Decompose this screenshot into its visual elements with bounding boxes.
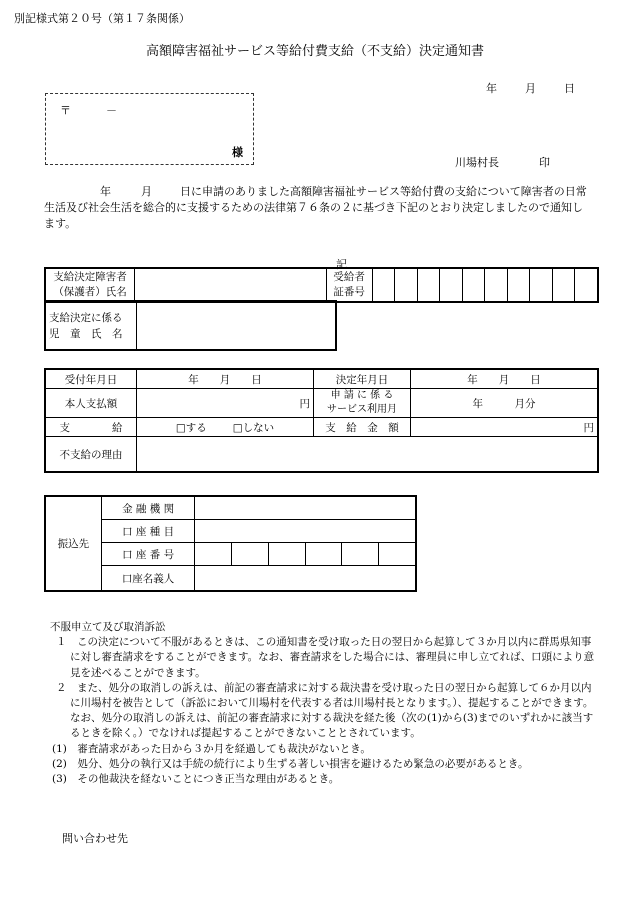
child-name-field[interactable] <box>137 302 336 350</box>
honorific: 様 <box>232 146 243 159</box>
self-pay-yen: 円 <box>299 397 310 410</box>
cert-digit[interactable] <box>417 269 440 302</box>
address-box <box>45 93 254 165</box>
document-title: 高額障害福祉サービス等給付費支給（不支給）決定通知書 <box>145 44 484 59</box>
receipt-date-label: 受付年月日 <box>46 370 137 389</box>
amount-field[interactable] <box>411 418 598 437</box>
account-digit[interactable] <box>342 543 379 566</box>
cert-digit[interactable] <box>530 269 553 302</box>
cert-digit[interactable] <box>462 269 485 302</box>
cert-label-line2: 証番号 <box>333 286 365 298</box>
form-number: 別記様式第２０号（第１７条関係） <box>14 12 190 25</box>
recipient-table <box>45 268 598 302</box>
notes-sub-1: (1) 審査請求があった日から３か月を経過しても裁決がないとき。 <box>52 742 371 755</box>
payment-options <box>137 418 314 437</box>
transfer-table <box>45 496 416 591</box>
cert-digit[interactable] <box>395 269 418 302</box>
cert-digit[interactable] <box>507 269 530 302</box>
account-digit[interactable] <box>232 543 269 566</box>
service-month-label-line2: サービス利用月 <box>327 404 397 415</box>
notes-item-1: １ この決定について不服があるときは、この通知書を受け取った日の翌日から起算して３か月以内に群馬県知事に対し審査請求をすることができます。なお、審査請求をした場合には、審理員に申し立てれば、口頭により意見を述べることができます。 <box>56 636 595 679</box>
payment-label: 支 給 <box>46 418 137 437</box>
contact-label: 問い合わせ先 <box>62 832 128 845</box>
cert-digit[interactable] <box>485 269 508 302</box>
notes-sub-3: (3) その他裁決を経ないことにつき正当な理由があるとき。 <box>52 773 340 786</box>
recipient-name-field[interactable] <box>135 269 326 302</box>
cert-digit[interactable] <box>575 269 598 302</box>
issue-date-year: 年 <box>486 82 497 95</box>
service-month-label <box>314 389 411 418</box>
account-holder-label: 口座名義人 <box>101 566 195 591</box>
bank-field[interactable] <box>195 497 416 520</box>
notes-item-2: ２ また、処分の取消しの訴えは、前記の審査請求に対する裁決書を受け取った日の翌日から起算して６か月以内に川場村を被告として（訴訟において川場村を代表する者は川場村長となります。）、提起することができます。なお、処分の取消しの訴えは、前記の審査請求に対する裁決を経た後（次の(1)から(3)までのいずれかに該当するときを除く。）でなければ提起することができないこととされています。 <box>56 681 594 740</box>
bank-label: 金 融 機 関 <box>101 497 195 520</box>
account-holder-field[interactable] <box>195 566 416 591</box>
issue-date-month: 月 <box>525 82 536 95</box>
decision-date-field[interactable]: 年 月 日 <box>411 370 598 389</box>
child-label <box>46 302 137 350</box>
account-type-label: 口 座 種 目 <box>101 520 195 543</box>
account-digit[interactable] <box>379 543 416 566</box>
child-label-line1: 支給決定に係る <box>49 311 123 324</box>
recipient-label <box>46 269 135 302</box>
recipient-label-line2: （保護者）氏名 <box>53 286 127 298</box>
recipient-label-line1: 支給決定障害者 <box>53 271 127 283</box>
child-table <box>45 301 336 350</box>
child-label-line2: 児 童 氏 名 <box>49 327 123 340</box>
intro-year: 年 <box>100 185 111 198</box>
issue-date-day: 日 <box>564 82 575 95</box>
service-month-field[interactable]: 年 月分 <box>411 389 598 418</box>
reason-field[interactable] <box>137 437 598 472</box>
cert-digit[interactable] <box>440 269 463 302</box>
amount-label: 支 給 金 額 <box>314 418 411 437</box>
cert-digit[interactable] <box>552 269 575 302</box>
cert-label-line1: 受給者 <box>333 271 365 283</box>
issuer <box>455 156 550 170</box>
ki-heading: 記 <box>336 258 347 271</box>
cert-label <box>326 269 372 302</box>
account-digit[interactable] <box>268 543 305 566</box>
appeal-notes <box>50 620 595 787</box>
account-number-label: 口 座 番 号 <box>101 543 195 566</box>
account-digit[interactable] <box>305 543 342 566</box>
reason-label: 不支給の理由 <box>46 437 137 472</box>
amount-yen: 円 <box>583 421 594 434</box>
account-digit[interactable] <box>195 543 232 566</box>
self-pay-field[interactable] <box>137 389 314 418</box>
postal-mark: 〒 <box>60 104 71 117</box>
transfer-label: 振込先 <box>46 497 102 591</box>
notes-heading: 不服申立て及び取消訴訟 <box>50 621 166 633</box>
service-month-label-line1: 申 請 に 係 る <box>330 390 394 401</box>
self-pay-label: 本人支払額 <box>46 389 137 418</box>
option-no-checkbox[interactable]: □しない <box>232 421 275 434</box>
option-yes-checkbox[interactable]: □する <box>175 421 207 434</box>
decision-date-label: 決定年月日 <box>314 370 411 389</box>
receipt-date-field[interactable]: 年 月 日 <box>137 370 314 389</box>
seal-mark: 印 <box>539 156 550 169</box>
issuer-name: 川場村長 <box>455 156 499 169</box>
postal-dash: － <box>106 104 117 117</box>
cert-digit[interactable] <box>372 269 395 302</box>
issue-date <box>486 80 575 96</box>
notes-sub-2: (2) 処分、処分の執行又は手続の続行により生ずる著しい損害を避けるため緊急の必要があるとき。 <box>52 757 529 770</box>
intro-paragraph <box>44 184 590 232</box>
intro-month: 月 <box>141 185 152 198</box>
decision-table <box>45 369 598 472</box>
intro-text: 日に申請のありました高額障害福祉サービス等給付費の支給について障害者の日常生活及び社会生活を総合的に支援するための法律第７６条の２に基づき下記のとおり決定しましたので通知します。 <box>44 185 587 230</box>
account-type-field[interactable] <box>195 520 416 543</box>
